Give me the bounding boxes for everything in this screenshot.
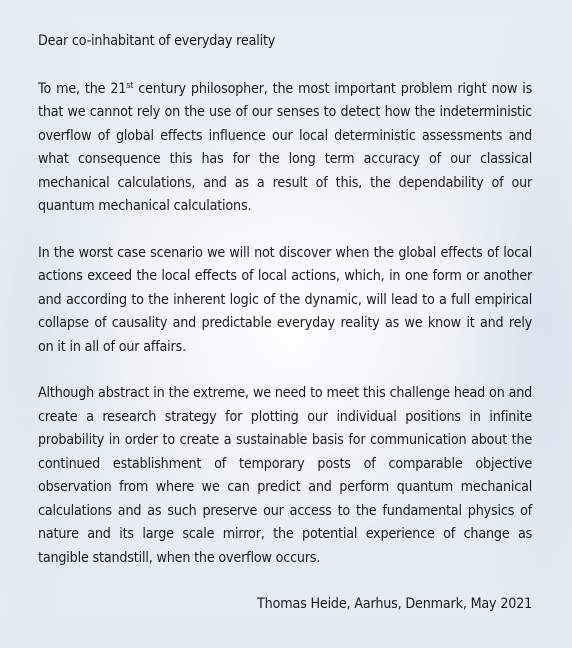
- paragraph-1: [38, 78, 532, 219]
- letter: [38, 30, 532, 617]
- paragraph-1-start: To me, the 21: [38, 80, 127, 97]
- paragraph-3: Although abstract in the extreme, we need to meet this challenge head on and create a research strategy for plotting our individual positions in infinite probability in order to create a sustainable basis for communication about the continued establishment of temporary posts of comparable objective observation from where we can predict and perform quantum mechanical calculations and as such preserve our access to the fundamental physics of nature and its large scale mirror, the potential experience of change as tangible standstill, when the overflow occurs.: [38, 385, 533, 566]
- signature: Thomas Heide, Aarhus, Denmark, May 2021: [257, 596, 533, 612]
- salutation: Dear co-inhabitant of everyday reality: [38, 33, 276, 49]
- ordinal-suffix: st: [126, 80, 134, 91]
- paragraph-2: In the worst case scenario we will not discover when the global effects of local actions exceed the local effects of local actions, which, in one form or another and according to the inherent logic of the dynamic, will lead to a full empirical collapse of causality and predictable everyday reality as we know it and rely on it in all of our affairs.: [38, 244, 533, 355]
- paragraph-1-rest: century philosopher, the most important problem right now is that we cannot rely on the use of our senses to detect how the indeterministic overflow of global effects influence our local deterministic assessments and what consequence this has for the long term accuracy of our classical mechanical calculations, and as a result of this, the dependability of our quantum mechanical calculations.: [38, 80, 533, 214]
